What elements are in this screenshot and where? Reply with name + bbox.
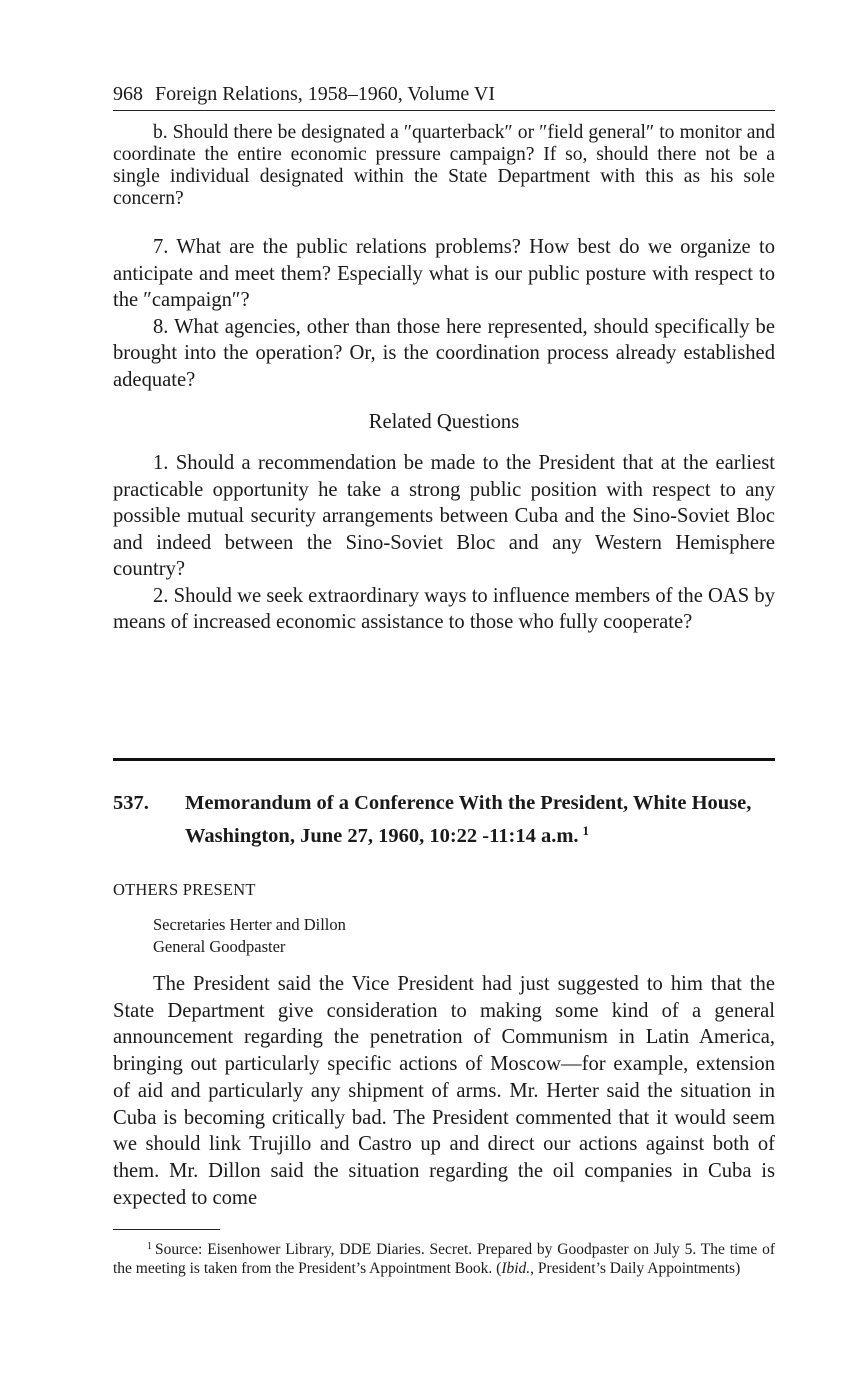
document-title-text: Memorandum of a Conference With the President, White House, Washington, June 27, 1960, 10:22 -11:14 a.m. bbox=[185, 792, 752, 847]
questions-block-2 bbox=[113, 234, 775, 393]
related-question-1: 1. Should a recommendation be made to the President that at the earliest practicable opportunity he take a strong public position with respect to any possible mutual security arrangements between Cuba and the Sino-Soviet Bloc and indeed between the Sino-Soviet Bloc and any Western Hemisphere country? bbox=[113, 452, 775, 580]
running-head-title: Foreign Relations, 1958–1960, Volume VI bbox=[155, 83, 495, 105]
attendee-line: General Goodpaster bbox=[153, 937, 286, 956]
section-divider bbox=[113, 758, 775, 761]
document-number: 537. bbox=[113, 792, 149, 814]
footnote-rule bbox=[113, 1229, 220, 1230]
body-paragraph: The President said the Vice President had just suggested to him that the State Department give consideration to making some kind of a general announcement regarding the penetration of Communism in Latin America, bringing out particularly specific actions of Moscow—for example, extension of aid and particularly any shipment of arms. Mr. Herter said the situation in Cuba is becoming critically bad. The President commented that it would seem we should link Trujillo and Castro up and direct our actions against both of them. Mr. Dillon said the situation regarding the oil companies in Cuba is expected to come bbox=[113, 973, 775, 1209]
page-number: 968 bbox=[113, 83, 143, 105]
related-question-2: 2. Should we seek extraordinary ways to influence members of the OAS by means of increased economic assistance to those who fully cooperate? bbox=[113, 584, 775, 633]
footnote-ibid: Ibid. bbox=[501, 1260, 531, 1277]
body-block bbox=[113, 971, 775, 1211]
document-title bbox=[185, 789, 775, 850]
paragraph-7: 7. What are the public relations problems? How best do we organize to anticipate and meet them? Especially what is our public posture with respect to the ″campaign″? bbox=[113, 236, 775, 311]
footnote-text-end: , President’s Daily Appointments) bbox=[530, 1260, 741, 1277]
footnote-text: Source: Eisenhower Library, DDE Diaries. Secret. Prepared by Goodpaster on July 5. The time of the meeting is taken from the President’s Appointment Book. ( bbox=[113, 1241, 775, 1277]
related-questions-block bbox=[113, 450, 775, 636]
footnote bbox=[113, 1237, 775, 1278]
running-head bbox=[113, 80, 775, 111]
questions-block bbox=[113, 122, 775, 210]
paragraph-b: b. Should there be designated a ″quarterback″ or ″field general″ to monitor and coordinate the entire economic pressure campaign? If so, should there not be a single individual designated within the State Department with this as his sole concern? bbox=[113, 122, 775, 209]
related-questions-heading: Related Questions bbox=[368, 411, 520, 433]
paragraph-8: 8. What agencies, other than those here represented, should specifically be brought into the operation? Or, is the coordination process already established adequate? bbox=[113, 315, 775, 391]
footnote-ref: 1 bbox=[582, 823, 590, 838]
attendee-line: Secretaries Herter and Dillon bbox=[153, 915, 346, 934]
others-present-label: OTHERS PRESENT bbox=[113, 880, 256, 899]
attendees-list bbox=[153, 914, 346, 958]
footnote-marker: 1 bbox=[147, 1241, 152, 1252]
